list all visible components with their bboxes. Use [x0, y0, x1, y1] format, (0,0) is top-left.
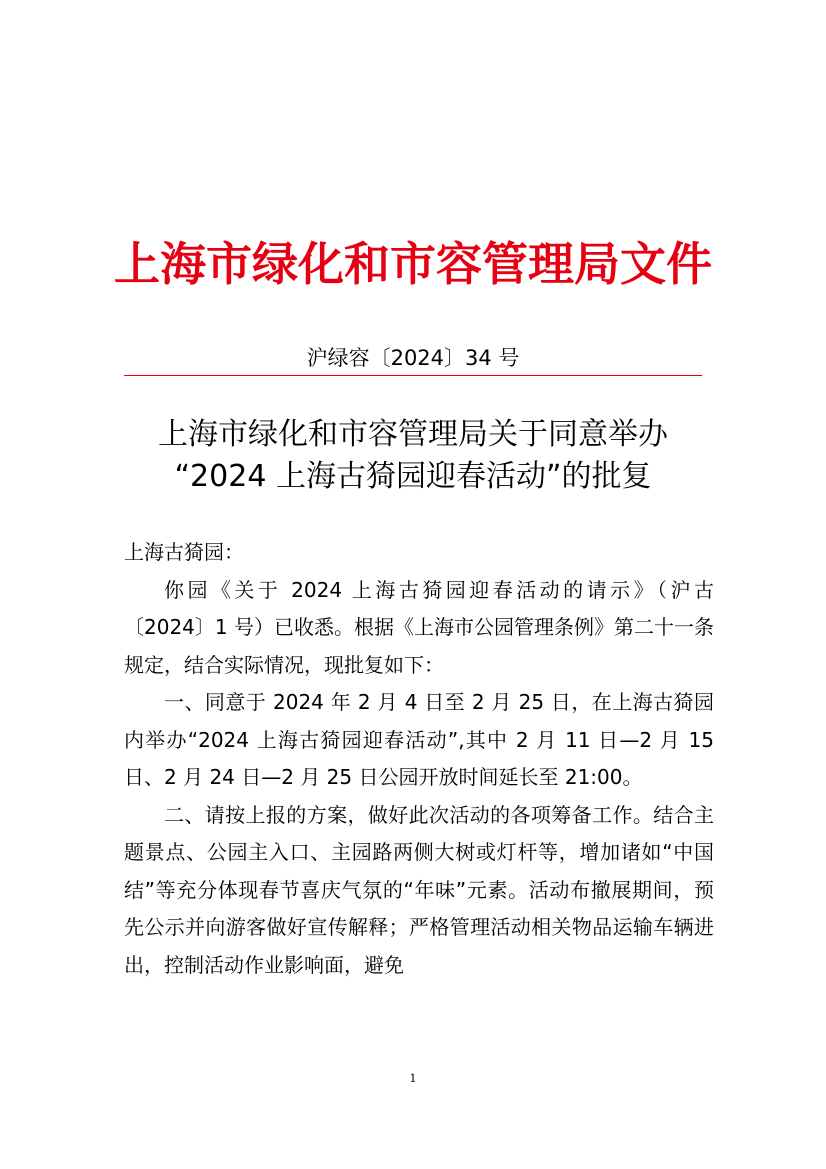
document-title	[0, 414, 826, 498]
document-number: 沪绿容〔2024〕34 号	[306, 346, 520, 370]
masthead-title: 上海市绿化和市容管理局文件	[114, 237, 712, 291]
title-line-1: 上海市绿化和市容管理局关于同意举办	[158, 417, 668, 452]
salutation: 上海古猗园：	[124, 540, 244, 564]
paragraph-3: 二、请按上报的方案，做好此次活动的各项筹备工作。结合主题景点、公园主入口、主园路两侧大树或灯杆等，增加诸如“中国结”等充分体现春节喜庆气氛的“年味”元素。活动布撤展期间，预先公示并向游客做好宣传解释；严格管理活动相关物品运输车辆进出，控制活动作业影响面，避免	[124, 802, 714, 977]
paragraph-1: 你园《关于 2024 上海古猗园迎春活动的请示》（沪古〔2024〕1 号）已收悉。根据《上海市公园管理条例》第二十一条规定，结合实际情况，现批复如下：	[124, 577, 714, 677]
title-line-2: “2024 上海古猗园迎春活动”的批复	[174, 459, 652, 494]
document-body	[124, 534, 714, 984]
page-number: 1	[409, 1072, 417, 1085]
red-divider-line	[124, 375, 702, 376]
paragraph-2: 一、同意于 2024 年 2 月 4 日至 2 月 25 日，在上海古猗园内举办“2024 上海古猗园迎春活动”,其中 2 月 11 日—2 月 15 日、2 月 24 日—2 月 25 日公园开放时间延长至 21:00。	[124, 690, 714, 789]
